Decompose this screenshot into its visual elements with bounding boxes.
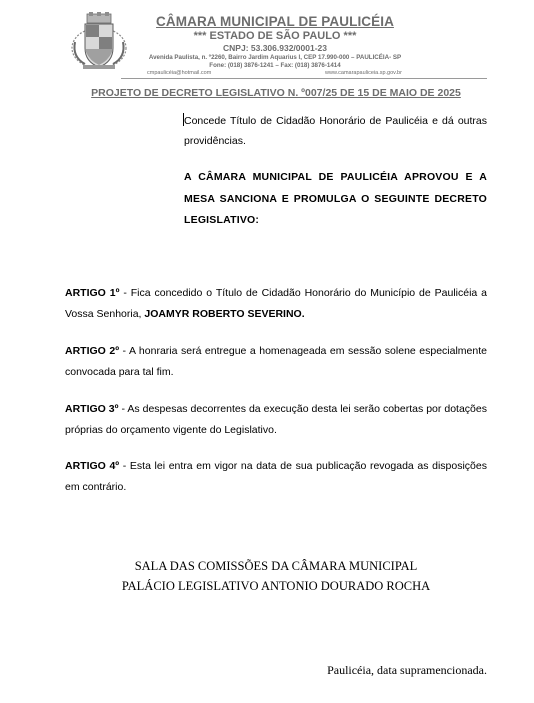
cnpj: CNPJ: 53.306.932/0001-23 bbox=[223, 43, 327, 53]
article-4[interactable] bbox=[65, 456, 487, 497]
closing-line-2: PALÁCIO LEGISLATIVO ANTONIO DOURADO ROCHA bbox=[121, 579, 431, 593]
email: cmpaulicéia@hotmail.com bbox=[147, 70, 212, 76]
article-text: - Fica concedido o Título de Cidadão Honorário do Município de Paulicéia a Vossa Senhoria, bbox=[65, 287, 487, 320]
article-text: - A honraria será entregue a homenageada em sessão solene especialmente convocada para tal fim. bbox=[65, 345, 487, 378]
honoree-name: JOAMYR ROBERTO SEVERINO. bbox=[144, 307, 305, 320]
article-1[interactable] bbox=[65, 283, 487, 324]
article-label: ARTIGO 4º bbox=[65, 460, 120, 472]
article-label: ARTIGO 2º bbox=[65, 345, 120, 357]
place-date: Paulicéia, data supramencionada. bbox=[327, 663, 487, 677]
website: www.camarapauliceia.sp.gov.br bbox=[325, 70, 402, 76]
address: Avenida Paulista, n. º2260, Bairro Jardim Aquarius I, CEP 17.990-000 – PAULICÉIA- SP bbox=[148, 54, 402, 61]
header-divider bbox=[121, 78, 487, 79]
closing-line-1: SALA DAS COMISSÕES DA CÂMARA MUNICIPAL bbox=[134, 559, 418, 573]
article-label: ARTIGO 3º bbox=[65, 403, 119, 415]
article-2[interactable] bbox=[65, 341, 487, 382]
letterhead bbox=[125, 13, 425, 54]
article-text: - Esta lei entra em vigor na data de sua publicação revogada as disposições em contrário. bbox=[65, 460, 487, 493]
preamble[interactable]: A CÂMARA MUNICIPAL DE PAULICÉIA APROVOU E A MESA SANCIONA E PROMULGA O SEGUINTE DECRETO LEGISLATIVO: bbox=[184, 171, 487, 226]
state-name: *** ESTADO DE SÃO PAULO *** bbox=[193, 30, 357, 42]
ementa[interactable]: Concede Título de Cidadão Honorário de Paulicéia e dá outras providências. bbox=[184, 115, 487, 147]
article-3[interactable] bbox=[65, 399, 487, 440]
article-label: ARTIGO 1º bbox=[65, 287, 120, 299]
chamber-name: CÂMARA MUNICIPAL DE PAULICÉIA bbox=[156, 14, 394, 29]
phone-fax: Fone: (018) 3876-1241 – Fax: (018) 3876-1414 bbox=[209, 62, 341, 69]
article-text: - As despesas decorrentes da execução desta lei serão cobertas por dotações próprias do orçamento vigente do Legislativo. bbox=[65, 403, 487, 436]
decree-title: PROJETO DE DECRETO LEGISLATIVO N. º007/25 DE 15 DE MAIO DE 2025 bbox=[91, 87, 461, 99]
